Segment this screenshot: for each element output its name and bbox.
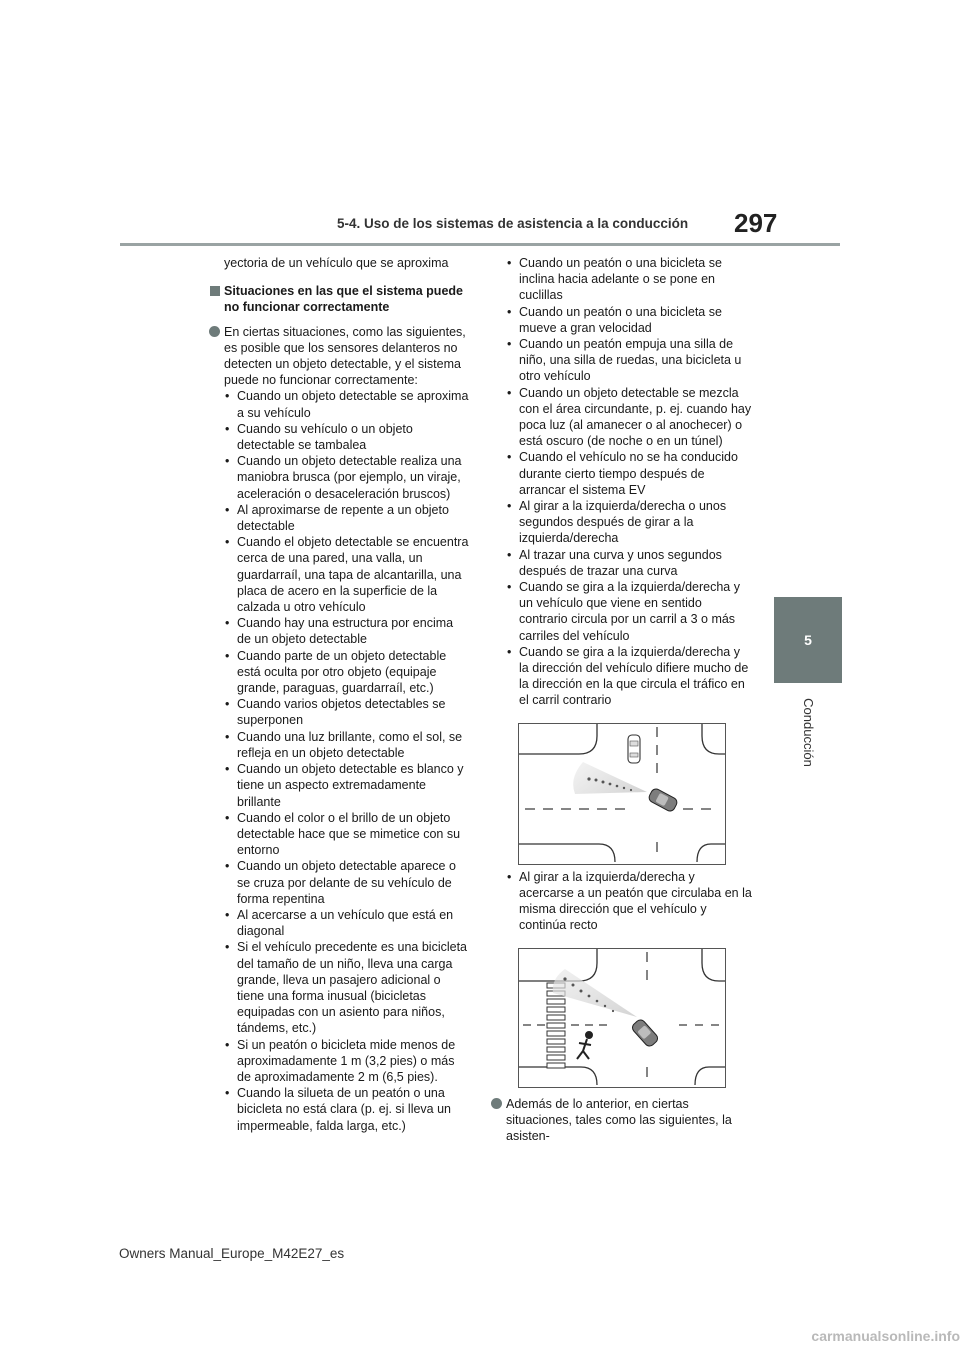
left-bullet-list: [208, 388, 470, 1133]
section-heading: [208, 283, 470, 315]
lead-paragraph: [208, 324, 470, 389]
circle-bullet-icon: [491, 1098, 502, 1109]
chapter-tab: [774, 597, 842, 683]
list-item: • Al girar a la izquierda/derecha y acercarse a un peatón que circulaba en la misma dirección que el vehículo y continúa recto: [506, 869, 752, 934]
list-item: • Al aproximarse de repente a un objeto detectable: [224, 502, 470, 534]
square-bullet-icon: [210, 286, 220, 296]
list-item: • Cuando el color o el brillo de un objeto detectable hace que se mimetice con su entorno: [224, 810, 470, 859]
list-item: • Cuando una luz brillante, como el sol, se refleja en un objeto detectable: [224, 729, 470, 761]
list-item: • Si el vehículo precedente es una bicicleta del tamaño de un niño, lleva una carga grande, lleva un pasajero adicional o tiene una forma inusual (bicicletas equipadas con un asiento para niños, tándems, etc.): [224, 939, 470, 1036]
list-item: • Cuando su vehículo o un objeto detectable se tambalea: [224, 421, 470, 453]
list-item: • Cuando hay una estructura por encima de un objeto detectable: [224, 615, 470, 647]
right-column: [490, 255, 752, 1144]
list-item: • Cuando un peatón empuja una silla de niño, una silla de ruedas, una bicicleta u otro vehículo: [506, 336, 752, 385]
right-bullet-list-2: [490, 869, 752, 934]
pedestrian-crossing-illustration: [518, 948, 726, 1088]
list-item: • Cuando varios objetos detectables se superponen: [224, 696, 470, 728]
right-bullet-list: [490, 255, 752, 709]
turning-vehicle-illustration: [518, 723, 726, 865]
list-item: • Cuando el objeto detectable se encuentra cerca de una pared, una valla, un guardarraíl, una tapa de alcantarilla, una placa de acero en la superficie de la calzada u otro vehículo: [224, 534, 470, 615]
closing-text: Además de lo anterior, en ciertas situaciones, tales como las siguientes, la asisten-: [506, 1096, 732, 1143]
list-item: • Cuando un peatón o una bicicleta se mueve a gran velocidad: [506, 304, 752, 336]
chapter-number: 5: [804, 632, 812, 648]
list-item: • Cuando un objeto detectable se mezcla con el área circundante, p. ej. cuando hay poca luz (al amanecer o al anochecer) o está oscuro (de noche o en un túnel): [506, 385, 752, 450]
intersection-car-diagram: [519, 724, 725, 864]
list-item: • Al acercarse a un vehículo que está en diagonal: [224, 907, 470, 939]
list-item: • Cuando un objeto detectable es blanco y tiene un aspecto extremadamente brillante: [224, 761, 470, 810]
section-title: Situaciones en las que el sistema puede no funcionar correctamente: [224, 284, 463, 315]
list-item: • Cuando un objeto detectable aparece o se cruza por delante de su vehículo de forma repentina: [224, 858, 470, 907]
chapter-label-text: Conducción: [800, 697, 816, 767]
crosswalk-car-diagram: [519, 949, 725, 1087]
list-item: • Cuando la silueta de un peatón o una bicicleta no está clara (p. ej. si lleva un impermeable, falda larga, etc.): [224, 1085, 470, 1134]
lead-text: En ciertas situaciones, como las siguientes, es posible que los sensores delanteros no detecten un objeto detectable, y el sistema puede no funcionar correctamente:: [224, 324, 466, 388]
list-item: • Al girar a la izquierda/derecha o unos segundos después de girar a la izquierda/derecha: [506, 498, 752, 547]
list-item: • Cuando parte de un objeto detectable está oculta por otro objeto (equipaje grande, paraguas, guardarraíl, etc.): [224, 648, 470, 697]
header-divider: [120, 243, 840, 246]
watermark: carmanualsonline.info: [811, 1328, 960, 1344]
list-item: • Cuando se gira a la izquierda/derecha y un vehículo que viene en sentido contrario circula por un carril a 3 o más carriles del vehículo: [506, 579, 752, 644]
closing-paragraph: [490, 1096, 752, 1145]
footer-manual-id: Owners Manual_Europe_M42E27_es: [119, 1246, 345, 1261]
list-item: • Si un peatón o bicicleta mide menos de aproximadamente 1 m (3,2 pies) o más de aproximadamente 2 m (6,5 pies).: [224, 1037, 470, 1086]
circle-bullet-icon: [209, 326, 220, 337]
continuation-text: yectoria de un vehículo que se aproxima: [224, 256, 449, 270]
chapter-label: [783, 692, 833, 772]
left-column: [208, 255, 470, 1134]
page-number: 297: [734, 208, 778, 238]
list-item: • Cuando se gira a la izquierda/derecha y la dirección del vehículo difiere mucho de la dirección en la que circula el tráfico en el carril contrario: [506, 644, 752, 709]
list-item: • Cuando un peatón o una bicicleta se inclina hacia adelante o se pone en cuclillas: [506, 255, 752, 304]
page-header-title: 5-4. Uso de los sistemas de asistencia a la conducción: [337, 216, 689, 231]
list-item: • Cuando un objeto detectable realiza una maniobra brusca (por ejemplo, un viraje, aceleración o desaceleración bruscos): [224, 453, 470, 502]
list-item: • Cuando el vehículo no se ha conducido durante cierto tiempo después de arrancar el sistema EV: [506, 449, 752, 498]
list-item: • Cuando un objeto detectable se aproxima a su vehículo: [224, 388, 470, 420]
list-item: • Al trazar una curva y unos segundos después de trazar una curva: [506, 547, 752, 579]
